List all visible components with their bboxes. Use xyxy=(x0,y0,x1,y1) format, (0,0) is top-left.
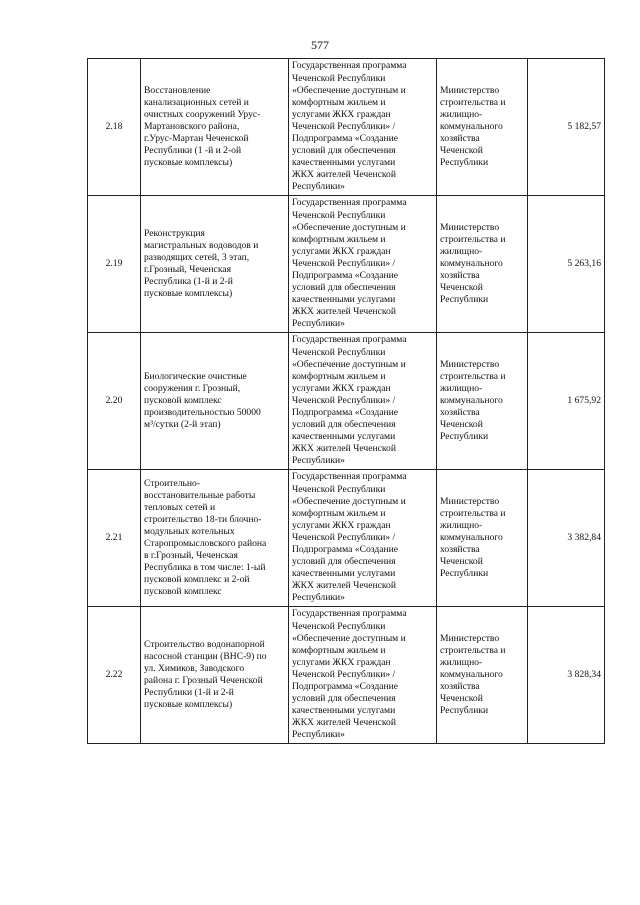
object-name-cell xyxy=(141,59,289,196)
object-name-cell xyxy=(141,607,289,744)
ministry-cell xyxy=(437,59,528,196)
row-number: 2.19 xyxy=(88,196,141,333)
ministry-name: Министерство строительства и жилищно- коммунального хозяйства Чеченской Республики xyxy=(440,84,506,169)
program-cell xyxy=(289,470,437,607)
table-row xyxy=(88,607,605,744)
object-name: Строительство водонапорной насосной станции (ВНС-9) по ул. Химиков, Заводского района г. Грозный Чеченской Республики (1-й и 2-й пусковые комплексы) xyxy=(144,638,267,711)
program-cell xyxy=(289,59,437,196)
program-name: Государственная программа Чеченской Республики «Обеспечение доступным и комфортным жильем и услугами ЖКХ граждан Чеченской Республики» / Подпрограмма «Создание условий для обеспечения качественными услугами ЖКХ жителей Чеченской Республики» xyxy=(292,608,407,741)
amount-cell: 5 182,57 xyxy=(528,59,605,196)
table-row xyxy=(88,470,605,607)
object-name: Строительно- восстановительные работы тепловых сетей и строительство 18-ти блочно- модульных котельных Старопромысловского района в г.Грозный, Чеченская Республика в том числе: 1-ый пусковой комплекс и 2-ой пусковой комплекс xyxy=(144,477,267,598)
program-cell xyxy=(289,196,437,333)
ministry-cell xyxy=(437,333,528,470)
object-name-cell xyxy=(141,333,289,470)
object-name: Восстановление канализационных сетей и очистных сооружений Урус- Мартановского района, г.Урус-Мартан Чеченской Республики (1 -й и 2-ой пусковые комплексы) xyxy=(144,84,261,169)
table-row xyxy=(88,196,605,333)
object-name: Реконструкция магистральных водоводов и разводящих сетей, 3 этап, г.Грозный, Чеченская Республика (1-й и 2-й пусковые комплексы) xyxy=(144,227,259,300)
program-name: Государственная программа Чеченской Республики «Обеспечение доступным и комфортным жильем и услугами ЖКХ граждан Чеченской Республики» / Подпрограмма «Создание условий для обеспечения качественными услугами ЖКХ жителей Чеченской Республики» xyxy=(292,60,407,193)
ministry-name: Министерство строительства и жилищно- коммунального хозяйства Чеченской Республики xyxy=(440,495,506,580)
object-name: Биологические очистные сооружения г. Грозный, пусковой комплекс производительностью 50000 м³/сутки (2-й этап) xyxy=(144,370,261,431)
table-row xyxy=(88,333,605,470)
program-name: Государственная программа Чеченской Республики «Обеспечение доступным и комфортным жильем и услугами ЖКХ граждан Чеченской Республики» / Подпрограмма «Создание условий для обеспечения качественными услугами ЖКХ жителей Чеченской Республики» xyxy=(292,197,407,330)
ministry-name: Министерство строительства и жилищно- коммунального хозяйства Чеченской Республики xyxy=(440,221,506,306)
table-row xyxy=(88,59,605,196)
program-name: Государственная программа Чеченской Республики «Обеспечение доступным и комфортным жильем и услугами ЖКХ граждан Чеченской Республики» / Подпрограмма «Создание условий для обеспечения качественными услугами ЖКХ жителей Чеченской Республики» xyxy=(292,334,407,467)
row-number: 2.22 xyxy=(88,607,141,744)
row-number: 2.21 xyxy=(88,470,141,607)
program-cell xyxy=(289,333,437,470)
row-number: 2.20 xyxy=(88,333,141,470)
page-number: 577 xyxy=(311,38,329,52)
amount-cell: 1 675,92 xyxy=(528,333,605,470)
object-name-cell xyxy=(141,470,289,607)
program-cell xyxy=(289,607,437,744)
ministry-cell xyxy=(437,607,528,744)
ministry-name: Министерство строительства и жилищно- коммунального хозяйства Чеченской Республики xyxy=(440,358,506,443)
program-table xyxy=(87,58,605,744)
ministry-cell xyxy=(437,196,528,333)
amount-cell: 3 828,34 xyxy=(528,607,605,744)
ministry-name: Министерство строительства и жилищно- коммунального хозяйства Чеченской Республики xyxy=(440,632,506,717)
object-name-cell xyxy=(141,196,289,333)
amount-cell: 3 382,84 xyxy=(528,470,605,607)
program-name: Государственная программа Чеченской Республики «Обеспечение доступным и комфортным жильем и услугами ЖКХ граждан Чеченской Республики» / Подпрограмма «Создание условий для обеспечения качественными услугами ЖКХ жителей Чеченской Республики» xyxy=(292,471,407,604)
row-number: 2.18 xyxy=(88,59,141,196)
amount-cell: 5 263,16 xyxy=(528,196,605,333)
ministry-cell xyxy=(437,470,528,607)
